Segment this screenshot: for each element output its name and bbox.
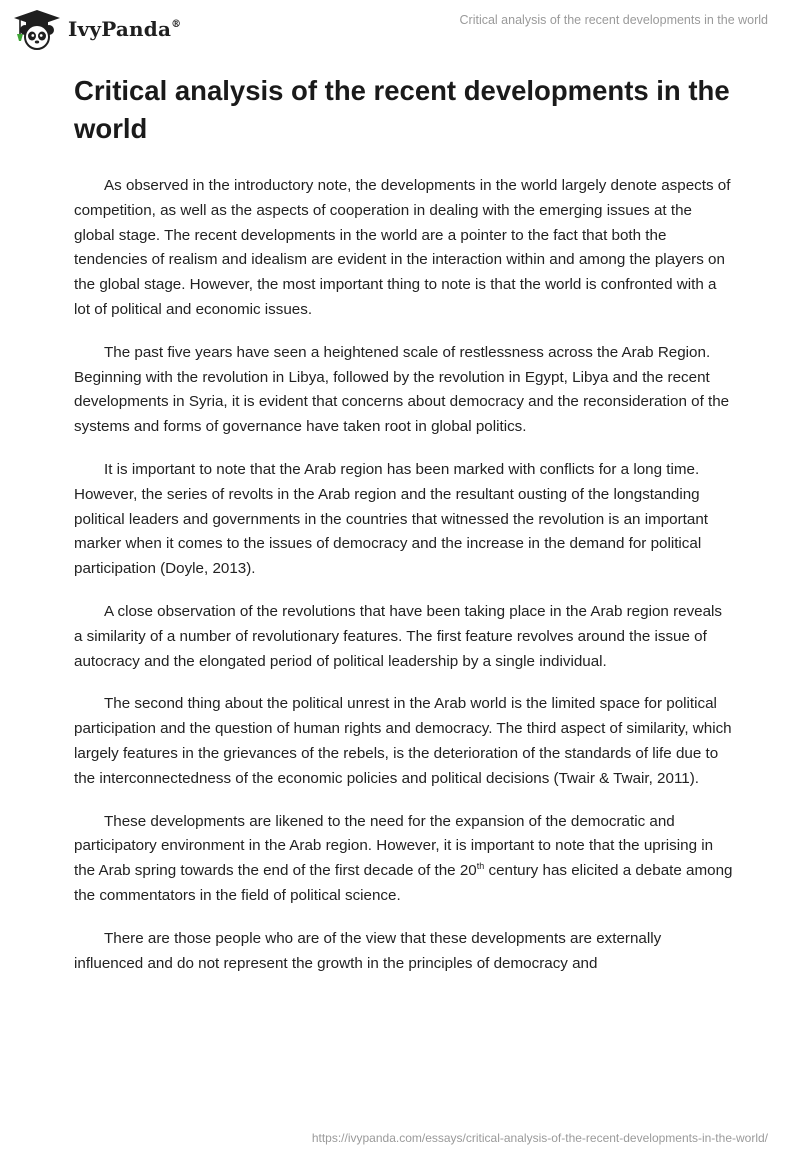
panda-graduate-icon xyxy=(12,8,62,50)
paragraph: The second thing about the political unrest in the Arab world is the limited space for political participation and the question of human rights and democracy. The third aspect of similarity, which largely features in the grievances of the rebels, is the deterioration of the standards of life due to the interconnectedness of the economic policies and political decisions (Twair & Twair, 2011). xyxy=(74,695,732,787)
paragraph: It is important to note that the Arab region has been marked with conflicts for a long time. However, the series of revolts in the Arab region and the resultant ousting of the longstanding political leaders and governments in the countries that witnessed the revolution is an important marker when it comes to the issues of democracy and the increase in the demand for political participation (Doyle, 2013). xyxy=(74,460,709,578)
paragraph: The past five years have seen a heightened scale of restlessness across the Arab Region. Beginning with the revolution in Libya, followed by the revolution in Egypt, Libya and the recent developments in Syria, it is evident that concerns about democracy and the reconsideration of the systems and forms of governance have taken root in global politics. xyxy=(74,343,730,436)
brand-name: IvyPanda® xyxy=(68,17,182,41)
running-title: Critical analysis of the recent developments in the world xyxy=(459,13,768,27)
footer-url[interactable]: https://ivypanda.com/essays/critical-analysis-of-the-recent-developments-in-the-world/ xyxy=(311,1131,768,1145)
paragraph: As observed in the introductory note, the developments in the world largely denote aspects of competition, as well as the aspects of cooperation in dealing with the emerging issues at the global stage. The recent developments in the world are a pointer to the fact that both the tendencies of realism and idealism are evident in the interaction within and among the players on the global stage. However, the most important thing to note is that the world is confronted with a lot of political and economic issues. xyxy=(74,177,731,318)
ivypanda-logo[interactable] xyxy=(12,8,181,50)
superscript-th: th xyxy=(476,861,485,872)
article-title: Critical analysis of the recent developments in the world xyxy=(74,75,730,144)
paragraph: There are those people who are of the view that these developments are externally influenced and do not represent the growth in the principles of democracy and xyxy=(74,929,662,972)
paragraph: These developments are likened to the need for the expansion of the democratic and participatory environment in the Arab region. However, it is important to note that the uprising in the Arab spring towards the end of the first decade of the 20th century has elicited a debate among the commentators in the field of political science. xyxy=(74,812,733,904)
page-header xyxy=(0,0,800,60)
paragraph: A close observation of the revolutions that have been taking place in the Arab region reveals a similarity of a number of revolutionary features. The first feature revolves around the issue of autocracy and the elongated period of political leadership by a single individual. xyxy=(74,602,723,670)
article-body xyxy=(74,174,734,994)
